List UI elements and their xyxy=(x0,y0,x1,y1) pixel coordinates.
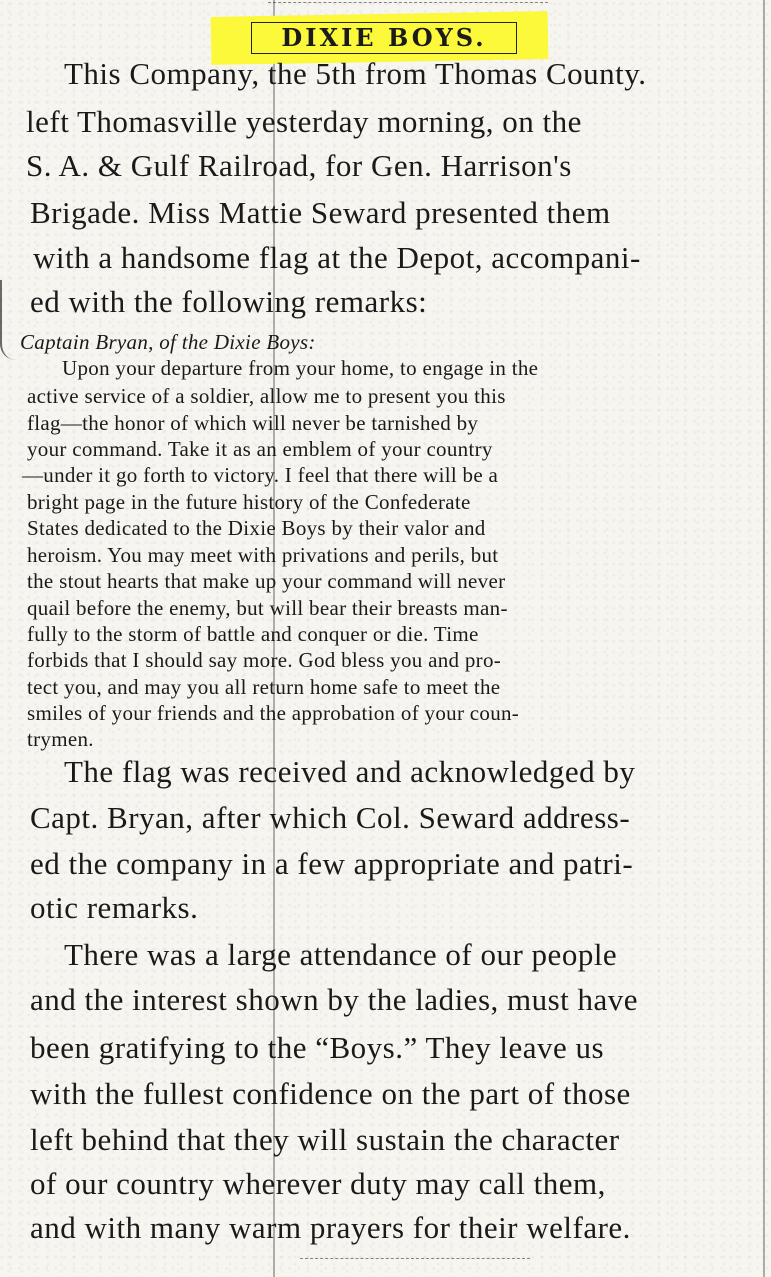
speech-line-4: your command. Take it as an emblem of your country xyxy=(27,437,493,461)
paragraph1-line-4: Brigade. Miss Mattie Seward presented them xyxy=(30,195,611,230)
paragraph3-line-1: There was a large attendance of our people xyxy=(64,937,618,972)
speech-line-12: forbids that I should say more. God bless you and pro- xyxy=(27,648,502,672)
speech-salutation: Captain Bryan, of the Dixie Boys: xyxy=(20,330,316,354)
speech-line-10: quail before the enemy, but will bear their breasts man- xyxy=(27,596,508,620)
bottom-ornament-rule xyxy=(300,1258,530,1265)
speech-line-2: active service of a soldier, allow me to present you this xyxy=(27,384,506,408)
speech-line-3: flag—the honor of which will never be tarnished by xyxy=(27,411,479,435)
speech-line-1: Upon your departure from your home, to engage in the xyxy=(62,356,539,380)
paragraph2-line-1: The flag was received and acknowledged by xyxy=(64,754,636,789)
speech-line-5: —under it go forth to victory. I feel that there will be a xyxy=(22,463,499,487)
paragraph3-line-3: been gratifying to the “Boys.” They leave us xyxy=(30,1030,605,1065)
paragraph1-line-6: ed with the following remarks: xyxy=(30,284,428,319)
paragraph3-line-2: and the interest shown by the ladies, must have xyxy=(30,982,639,1017)
clipping-edge-mark xyxy=(0,280,16,360)
speech-line-14: smiles of your friends and the approbation of your coun- xyxy=(27,701,520,725)
speech-line-9: the stout hearts that make up your command will never xyxy=(27,569,506,593)
speech-line-7: States dedicated to the Dixie Boys by their valor and xyxy=(27,516,486,540)
paragraph2-line-2: Capt. Bryan, after which Col. Seward address- xyxy=(30,800,631,835)
headline: DIXIE BOYS. xyxy=(251,22,517,54)
paragraph1-line-3: S. A. & Gulf Railroad, for Gen. Harrison's xyxy=(26,148,572,183)
speech-line-8: heroism. You may meet with privations and perils, but xyxy=(27,543,499,567)
paragraph1-line-2: left Thomasville yesterday morning, on the xyxy=(26,104,582,139)
speech-line-11: fully to the storm of battle and conquer or die. Time xyxy=(27,622,479,646)
paragraph2-line-3: ed the company in a few appropriate and patri- xyxy=(30,846,634,881)
paragraph1-line-5: with a handsome flag at the Depot, accompani- xyxy=(33,240,641,275)
column-rule-right xyxy=(763,0,765,1277)
speech-line-13: tect you, and may you all return home safe to meet the xyxy=(27,675,501,699)
paragraph1-line-1: This Company, the 5th from Thomas County. xyxy=(64,56,647,91)
paragraph3-line-4: with the fullest confidence on the part of those xyxy=(30,1076,631,1111)
paragraph2-line-4: otic remarks. xyxy=(30,890,199,925)
paragraph3-line-6: of our country wherever duty may call them, xyxy=(30,1166,606,1201)
paragraph3-line-7: and with many warm prayers for their welfare. xyxy=(30,1210,631,1245)
speech-line-15: trymen. xyxy=(27,727,94,751)
speech-line-6: bright page in the future history of the Confederate xyxy=(27,490,471,514)
paragraph3-line-5: left behind that they will sustain the character xyxy=(30,1122,620,1157)
